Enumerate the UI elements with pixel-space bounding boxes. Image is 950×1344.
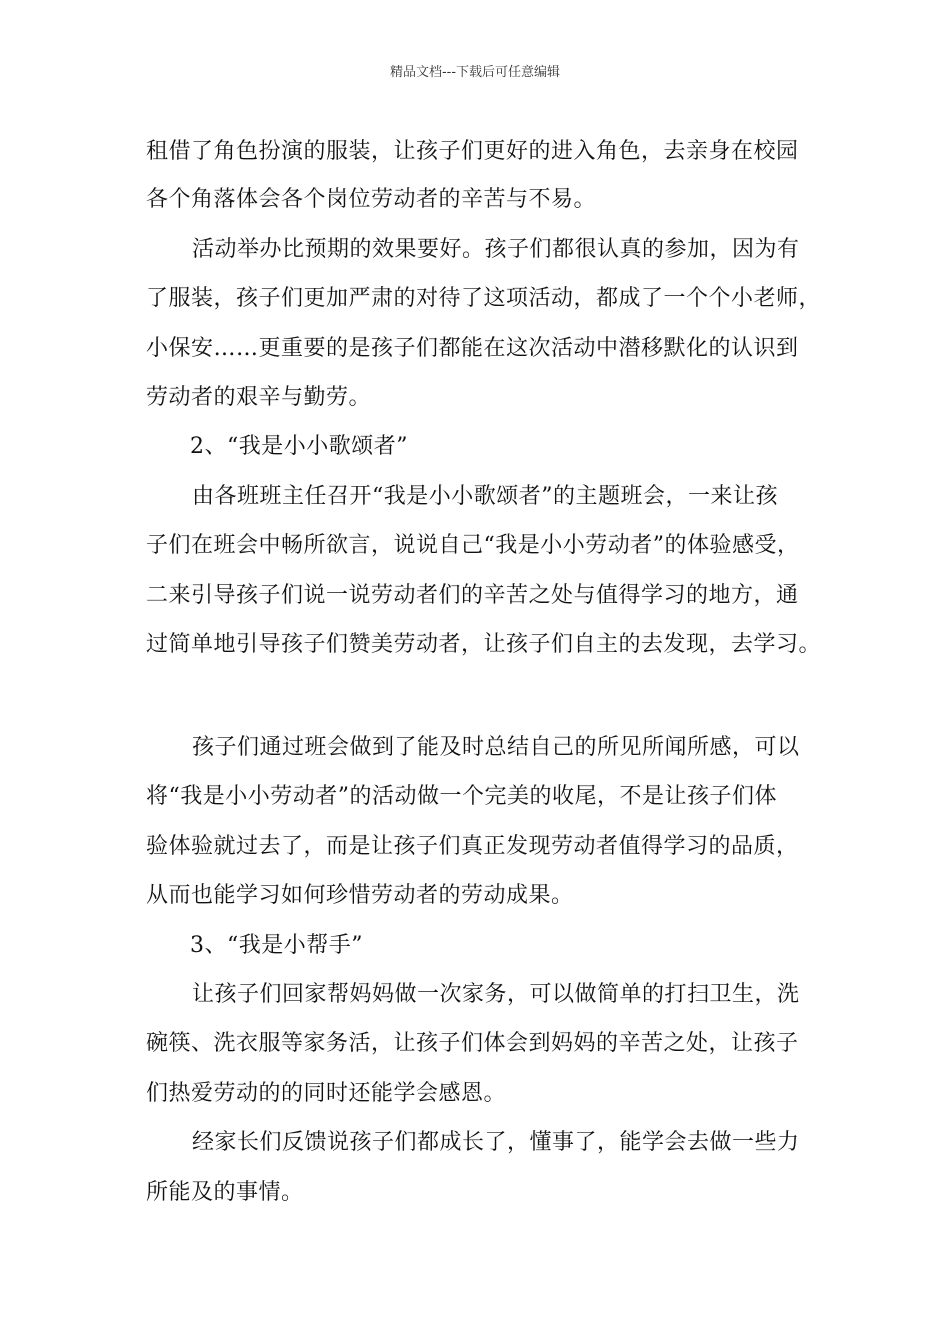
text-line: 活动举办比预期的效果要好。孩子们都很认真的参加，因为有 (192, 237, 800, 262)
section-heading-3: 3、“我是小帮手” (190, 933, 363, 958)
text-line: 从而也能学习如何珍惜劳动者的劳动成果。 (146, 883, 574, 908)
text-line: 过简单地引导孩子们赞美劳动者，让孩子们自主的去发现，去学习。 (146, 632, 822, 657)
text-line: 所能及的事情。 (146, 1180, 304, 1205)
text-line: 让孩子们回家帮妈妈做一次家务，可以做简单的打扫卫生，洗 (192, 982, 800, 1007)
text-line: 们热爱劳动的的同时还能学会感恩。 (146, 1081, 507, 1106)
text-line: 由各班班主任召开“我是小小歌颂者”的主题班会，一来让孩 (192, 484, 778, 509)
text-line: 验体验就过去了，而是让孩子们真正发现劳动者值得学习的品质， (146, 834, 799, 859)
text-line: 了服装，孩子们更加严肃的对待了这项活动，都成了一个个小老师， (146, 286, 822, 311)
text-line: 租借了角色扮演的服装，让孩子们更好的进入角色，去亲身在校园 (146, 139, 799, 164)
text-line: 劳动者的艰辛与勤劳。 (146, 385, 372, 410)
text-line: 孩子们通过班会做到了能及时总结自己的所见所闻所感，可以 (192, 735, 800, 760)
text-line: 碗筷、洗衣服等家务活，让孩子们体会到妈妈的辛苦之处，让孩子 (146, 1031, 799, 1056)
text-line: 二来引导孩子们说一说劳动者们的辛苦之处与值得学习的地方，通 (146, 583, 799, 608)
text-line: 子们在班会中畅所欲言，说说自己“我是小小劳动者”的体验感受， (146, 533, 800, 558)
page-header: 精品文档---下载后可任意编辑 (389, 65, 561, 80)
text-line: 各个角落体会各个岗位劳动者的辛苦与不易。 (146, 187, 597, 212)
text-line: 经家长们反馈说孩子们都成长了，懂事了，能学会去做一些力 (192, 1130, 800, 1155)
section-heading-2: 2、“我是小小歌颂者” (190, 434, 408, 459)
text-line: 小保安……更重要的是孩子们都能在这次活动中潜移默化的认识到 (146, 336, 799, 361)
text-line: 将“我是小小劳动者”的活动做一个完美的收尾，不是让孩子们体 (146, 784, 777, 809)
